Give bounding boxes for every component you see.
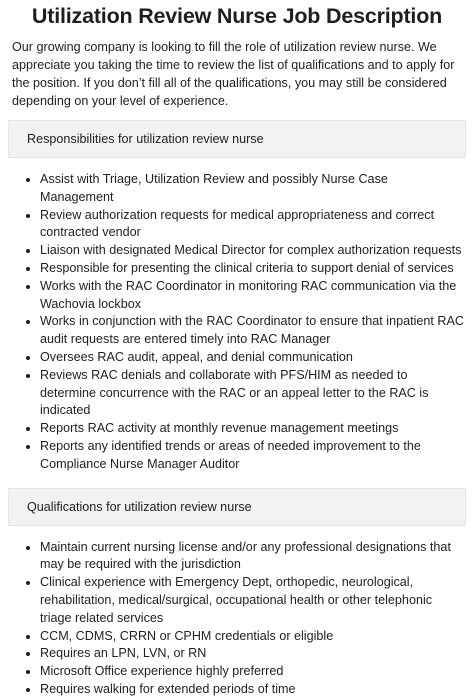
list-item: • Assist with Triage, Utilization Review and possibly Nurse Case Management bbox=[40, 171, 464, 207]
responsibilities-list bbox=[0, 171, 474, 474]
list-item: • Clinical experience with Emergency Dept, orthopedic, neurological, rehabilitation, medical/surgical, occupational health or other telephonic triage related services bbox=[40, 574, 464, 627]
list-item: • Requires an LPN, LVN, or RN bbox=[40, 645, 464, 663]
list-item: • Reviews RAC denials and collaborate with PFS/HIM as needed to determine concurrence with the RAC or an appeal letter to the RAC is indicated bbox=[40, 367, 464, 420]
list-item: • Maintain current nursing license and/or any professional designations that may be required with the jurisdiction bbox=[40, 539, 464, 575]
page-title: Utilization Review Nurse Job Description bbox=[31, 4, 443, 28]
list-item: • Review authorization requests for medical appropriateness and correct contracted vendor bbox=[40, 207, 464, 243]
responsibilities-heading: Responsibilities for utilization review nurse bbox=[8, 120, 466, 158]
list-item: • Works with the RAC Coordinator in monitoring RAC communication via the Wachovia lockbox bbox=[40, 278, 464, 314]
list-item: • Microsoft Office experience highly preferred bbox=[40, 663, 464, 681]
list-item: • Oversees RAC audit, appeal, and denial communication bbox=[40, 349, 464, 367]
list-item: • CCM, CDMS, CRRN or CPHM credentials or eligible bbox=[40, 628, 464, 646]
qualifications-heading: Qualifications for utilization review nurse bbox=[8, 488, 466, 526]
intro-paragraph: Our growing company is looking to fill the role of utilization review nurse. We appreciate you taking the time to review the list of qualifications and to apply for the position. If you don’t fill all of the qualifications, you may still be considered depending on your level of experience. bbox=[12, 40, 455, 108]
list-item: • Responsible for presenting the clinical criteria to support denial of services bbox=[40, 260, 464, 278]
list-item: • Reports any identified trends or areas of needed improvement to the Compliance Nurse Manager Auditor bbox=[40, 438, 464, 474]
list-item: • Liaison with designated Medical Director for complex authorization requests bbox=[40, 242, 464, 260]
list-item: • Reports RAC activity at monthly revenue management meetings bbox=[40, 420, 464, 438]
list-item: • Works in conjunction with the RAC Coordinator to ensure that inpatient RAC audit requests are entered timely into RAC Manager bbox=[40, 313, 464, 349]
list-item: • Requires walking for extended periods of time bbox=[40, 681, 464, 699]
qualifications-list bbox=[0, 539, 474, 699]
